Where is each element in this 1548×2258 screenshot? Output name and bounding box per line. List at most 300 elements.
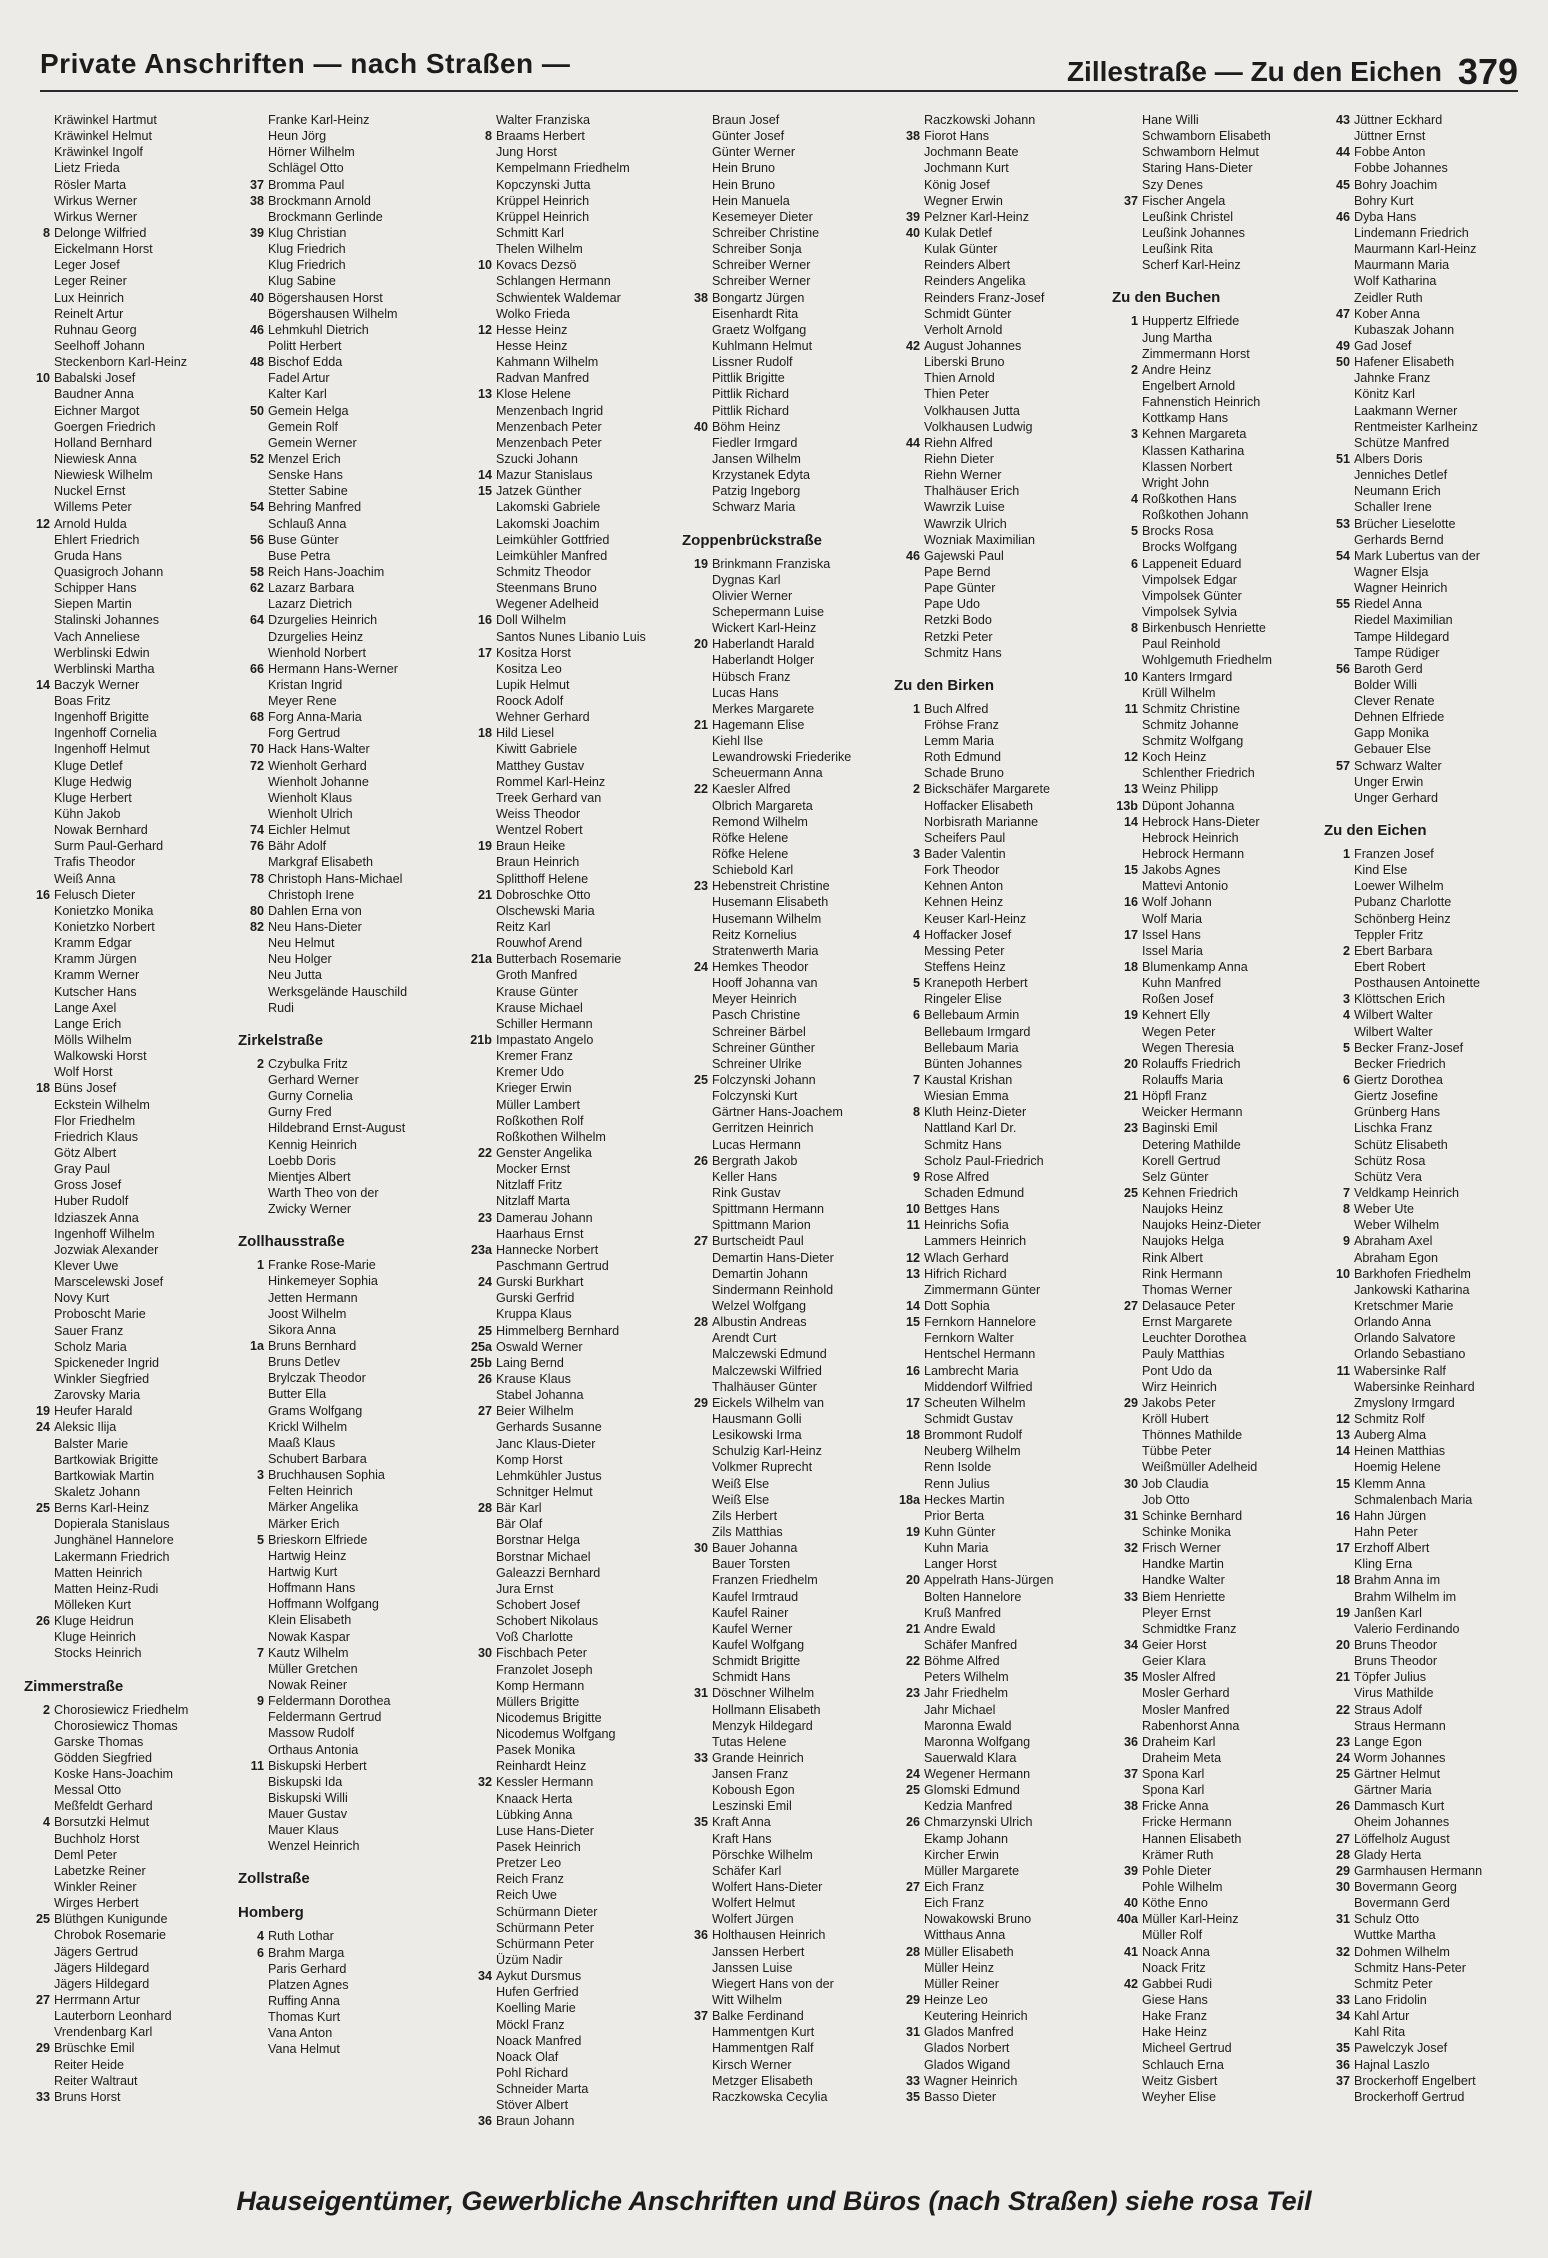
directory-entry — [24, 209, 234, 225]
house-number: 20 — [905, 1573, 920, 1588]
directory-entry — [1112, 1814, 1322, 1830]
directory-entry — [1324, 1443, 1534, 1459]
house-number: 2 — [912, 782, 920, 797]
directory-entry — [24, 2073, 234, 2089]
resident-name: Pawelczyk Josef — [1354, 2041, 1448, 2056]
resident-name: Wilbert Walter — [1354, 1008, 1433, 1023]
directory-entry — [682, 1201, 892, 1217]
directory-entry — [24, 1064, 234, 1080]
resident-name: Konietzko Norbert — [54, 920, 155, 935]
directory-entry — [1112, 669, 1322, 685]
directory-entry — [238, 273, 448, 289]
directory-entry — [682, 1669, 892, 1685]
directory-entry — [1324, 612, 1534, 628]
resident-name: Noack Fritz — [1142, 1960, 1206, 1975]
directory-entry — [466, 741, 676, 757]
resident-name: Lammers Heinrich — [924, 1234, 1027, 1249]
resident-name: Klose Helene — [496, 387, 571, 402]
resident-name: Steckenborn Karl-Heinz — [54, 355, 187, 370]
directory-entry — [24, 2040, 234, 2056]
house-number: 2 — [42, 1702, 50, 1717]
resident-name: Riehn Werner — [924, 468, 1002, 483]
resident-name: Albers Doris — [1354, 451, 1423, 466]
directory-entry — [894, 1895, 1104, 1911]
house-number: 1 — [256, 1258, 264, 1273]
directory-entry — [894, 1702, 1104, 1718]
resident-name: Biem Henriette — [1142, 1589, 1226, 1604]
directory-entry — [1112, 443, 1322, 459]
resident-name: Reiter Heide — [54, 2057, 124, 2072]
directory-entry — [682, 943, 892, 959]
resident-name: Roth Edmund — [924, 750, 1002, 765]
directory-entry — [1112, 1944, 1322, 1960]
directory-entry — [24, 1371, 234, 1387]
resident-name: Schwientek Waldemar — [496, 290, 621, 305]
directory-entry — [1324, 1718, 1534, 1734]
directory-entry — [24, 451, 234, 467]
directory-entry — [466, 1145, 676, 1161]
house-number: 15 — [905, 1315, 920, 1330]
directory-entry — [466, 1210, 676, 1226]
resident-name: Riedel Maximilian — [1354, 613, 1453, 628]
resident-name: Gärtner Hans-Joachem — [712, 1105, 843, 1120]
directory-entry — [682, 1847, 892, 1863]
resident-name: Wozniak Maximilian — [924, 532, 1036, 547]
resident-name: Chorosiewicz Friedhelm — [54, 1702, 189, 1717]
directory-entry — [894, 1314, 1104, 1330]
directory-columns — [24, 112, 1524, 2138]
directory-entry — [466, 1258, 676, 1274]
directory-entry — [466, 1823, 676, 1839]
resident-name: Töpfer Julius — [1354, 1670, 1427, 1685]
directory-entry — [682, 1088, 892, 1104]
directory-entry — [238, 854, 448, 870]
house-number: 5 — [912, 976, 920, 991]
directory-entry — [24, 1177, 234, 1193]
directory-entry — [466, 1339, 676, 1355]
resident-name: Wabersinke Ralf — [1354, 1363, 1446, 1378]
directory-entry — [682, 1492, 892, 1508]
resident-name: Fricke Anna — [1142, 1799, 1209, 1814]
house-number: 53 — [1335, 516, 1350, 531]
directory-entry — [1112, 313, 1322, 329]
resident-name: Zimmermann Horst — [1142, 346, 1250, 361]
house-number: 38 — [249, 193, 264, 208]
directory-entry — [1112, 1476, 1322, 1492]
house-number: 9 — [912, 1169, 920, 1184]
resident-name: Weber Wilhelm — [1354, 1218, 1440, 1233]
directory-entry — [466, 1710, 676, 1726]
resident-name: Lischka Franz — [1354, 1121, 1433, 1136]
resident-name: Hesse Heinz — [496, 322, 568, 337]
directory-entry — [894, 733, 1104, 749]
directory-entry — [1112, 1992, 1322, 2008]
resident-name: Kulak Günter — [924, 242, 998, 257]
directory-entry — [1324, 306, 1534, 322]
directory-entry — [1112, 346, 1322, 362]
resident-name: Fernkorn Hannelore — [924, 1315, 1037, 1330]
directory-entry — [24, 1581, 234, 1597]
directory-entry — [1112, 193, 1322, 209]
house-number: 27 — [477, 1404, 492, 1419]
house-number: 16 — [477, 613, 492, 628]
directory-entry — [1324, 1250, 1534, 1266]
directory-entry — [682, 2073, 892, 2089]
directory-entry — [1324, 483, 1534, 499]
resident-name: Hammentgen Kurt — [712, 2025, 815, 2040]
house-number: 48 — [249, 355, 264, 370]
directory-entry — [238, 209, 448, 225]
resident-name: Pasek Monika — [496, 1743, 576, 1758]
directory-entry — [466, 1048, 676, 1064]
resident-name: Stalinski Johannes — [54, 613, 160, 628]
directory-entry — [466, 1452, 676, 1468]
house-number: 26 — [35, 1614, 50, 1629]
directory-entry — [894, 273, 1104, 289]
resident-name: Kositza Horst — [496, 645, 571, 660]
directory-entry — [24, 1645, 234, 1661]
resident-name: Appelrath Hans-Jürgen — [924, 1573, 1054, 1588]
resident-name: Surm Paul-Gerhard — [54, 839, 164, 854]
directory-entry — [894, 878, 1104, 894]
resident-name: Brocks Wolfgang — [1142, 540, 1237, 555]
directory-entry — [466, 306, 676, 322]
resident-name: Barkhofen Friedhelm — [1354, 1266, 1471, 1281]
directory-entry — [466, 806, 676, 822]
resident-name: Kempelmann Friedhelm — [496, 161, 630, 176]
resident-name: Babalski Josef — [54, 371, 136, 386]
resident-name: Spona Karl — [1142, 1783, 1205, 1798]
resident-name: Orthaus Antonia — [268, 1742, 359, 1757]
resident-name: Grams Wolfgang — [268, 1403, 363, 1418]
directory-entry — [466, 1871, 676, 1887]
resident-name: Könitz Karl — [1354, 387, 1415, 402]
directory-entry — [1324, 1104, 1534, 1120]
resident-name: Voß Charlotte — [496, 1630, 574, 1645]
resident-name: Gemein Werner — [268, 435, 357, 450]
directory-entry — [24, 1702, 234, 1718]
directory-entry — [238, 306, 448, 322]
directory-entry — [1112, 1395, 1322, 1411]
street-range-label: Zillestraße — Zu den Eichen — [1066, 56, 1442, 87]
resident-name: Maronna Wolfgang — [924, 1734, 1031, 1749]
house-number: 14 — [1123, 814, 1138, 829]
resident-name: Götz Albert — [54, 1146, 117, 1160]
resident-name: Orlando Anna — [1354, 1315, 1432, 1330]
directory-entry — [1112, 225, 1322, 241]
resident-name: Thomas Kurt — [268, 2010, 341, 2025]
resident-name: Prior Berta — [924, 1508, 985, 1523]
resident-name: Haberlandt Harald — [712, 637, 815, 652]
house-number: 4 — [1130, 491, 1138, 506]
street-heading: Zoppenbrückstraße — [682, 531, 823, 549]
directory-entry — [894, 798, 1104, 814]
resident-name: Jochmann Kurt — [924, 161, 1009, 176]
resident-name: Scheifers Paul — [924, 830, 1006, 845]
resident-name: Nicodemus Wolfgang — [496, 1727, 616, 1742]
resident-name: Reich Uwe — [496, 1888, 557, 1903]
directory-entry — [1324, 991, 1534, 1007]
resident-name: Wolko Frieda — [496, 306, 570, 321]
resident-name: Genster Angelika — [496, 1146, 592, 1160]
resident-name: Kremer Udo — [496, 1065, 564, 1080]
section-title: Private Anschriften — nach Straßen — — [40, 48, 571, 79]
resident-name: Mauer Gustav — [268, 1807, 348, 1822]
resident-name: Fiedler Irmgard — [712, 435, 798, 450]
directory-entry — [466, 1952, 676, 1968]
directory-entry — [682, 1007, 892, 1023]
resident-name: Kluge Herbert — [54, 790, 132, 805]
directory-entry — [466, 322, 676, 338]
directory-entry — [466, 144, 676, 160]
resident-name: Rouwhof Arend — [496, 936, 583, 951]
resident-name: Wienholt Johanne — [268, 774, 369, 789]
directory-entry — [894, 1976, 1104, 1992]
resident-name: Detering Mathilde — [1142, 1137, 1241, 1152]
resident-name: Müller Gretchen — [268, 1661, 358, 1676]
resident-name: Selz Günter — [1142, 1169, 1209, 1184]
directory-entry — [466, 1742, 676, 1758]
resident-name: Geier Klara — [1142, 1654, 1206, 1669]
directory-entry — [1112, 1217, 1322, 1233]
directory-entry — [238, 1483, 448, 1499]
resident-name: Spittmann Marion — [712, 1218, 811, 1233]
resident-name: Meyer Rene — [268, 694, 337, 709]
directory-entry — [238, 1516, 448, 1532]
directory-entry — [466, 596, 676, 612]
resident-name: Noack Olaf — [496, 2049, 559, 2064]
resident-name: Löffelholz August — [1354, 1831, 1450, 1846]
resident-name: Reinders Angelika — [924, 274, 1026, 289]
resident-name: Lange Axel — [54, 1000, 117, 1015]
resident-name: Hild Liesel — [496, 726, 555, 741]
resident-name: Gray Paul — [54, 1162, 110, 1177]
resident-name: Naujoks Heinz — [1142, 1202, 1224, 1217]
resident-name: Schobert Nikolaus — [496, 1614, 599, 1629]
directory-entry — [894, 1718, 1104, 1734]
directory-entry — [894, 1911, 1104, 1927]
directory-entry — [24, 112, 234, 128]
house-number: 10 — [477, 258, 492, 273]
directory-entry — [1112, 1443, 1322, 1459]
resident-name: Friedrich Klaus — [54, 1129, 138, 1144]
resident-name: Wirz Heinrich — [1142, 1379, 1217, 1394]
house-number: 28 — [905, 1944, 920, 1959]
resident-name: Ingenhoff Helmut — [54, 742, 150, 757]
directory-entry — [894, 814, 1104, 830]
directory-entry — [682, 1056, 892, 1072]
resident-name: Vana Helmut — [268, 2042, 340, 2057]
directory-entry — [682, 2008, 892, 2024]
resident-name: Brücher Lieselotte — [1354, 516, 1456, 531]
directory-entry — [894, 1637, 1104, 1653]
directory-entry — [894, 2057, 1104, 2073]
house-number: 16 — [35, 887, 50, 902]
directory-entry — [1324, 467, 1534, 483]
resident-name: Steenmans Bruno — [496, 581, 597, 596]
resident-name: Kuhlmann Helmut — [712, 338, 813, 353]
column-7 — [1324, 112, 1534, 2105]
resident-name: Draheim Meta — [1142, 1750, 1222, 1765]
house-number: 16 — [1335, 1508, 1350, 1523]
resident-name: Gebauer Else — [1354, 742, 1432, 757]
directory-entry — [1324, 1024, 1534, 1040]
resident-name: Wirkus Werner — [54, 193, 138, 208]
resident-name: Nowakowski Bruno — [924, 1912, 1032, 1927]
directory-entry — [1324, 1556, 1534, 1572]
house-number: 38 — [905, 129, 920, 144]
resident-name: Krickl Wilhelm — [268, 1419, 348, 1434]
directory-entry — [1324, 1750, 1534, 1766]
directory-entry — [24, 1129, 234, 1145]
directory-entry — [24, 1161, 234, 1177]
resident-name: Gemein Helga — [268, 403, 349, 418]
resident-name: Delonge Wilfried — [54, 225, 147, 240]
resident-name: Kircher Erwin — [924, 1847, 999, 1862]
directory-entry — [238, 1185, 448, 1201]
resident-name: Bauer Johanna — [712, 1541, 798, 1556]
resident-name: Wohlgemuth Friedhelm — [1142, 653, 1272, 668]
resident-name: Leszinski Emil — [712, 1799, 792, 1814]
house-number: 12 — [905, 1250, 920, 1265]
resident-name: Arendt Curt — [712, 1331, 777, 1346]
directory-entry — [1112, 685, 1322, 701]
directory-entry — [466, 1565, 676, 1581]
resident-name: Lazarz Barbara — [268, 581, 355, 596]
directory-entry — [24, 612, 234, 628]
resident-name: Buchholz Horst — [54, 1831, 140, 1846]
directory-entry — [894, 435, 1104, 451]
resident-name: Eich Franz — [924, 1880, 985, 1895]
house-number: 44 — [905, 435, 920, 450]
directory-entry — [1324, 661, 1534, 677]
street-heading: Zu den Buchen — [1112, 289, 1221, 307]
directory-entry — [1112, 362, 1322, 378]
directory-entry — [682, 1476, 892, 1492]
resident-name: Forg Anna-Maria — [268, 710, 362, 725]
directory-entry — [1112, 459, 1322, 475]
resident-name: Verholt Arnold — [924, 322, 1003, 337]
resident-name: Reinhardt Heinz — [496, 1759, 587, 1774]
directory-entry — [466, 1032, 676, 1048]
resident-name: Schmitz Wolfgang — [1142, 734, 1244, 749]
resident-name: Holthausen Heinrich — [712, 1928, 826, 1943]
directory-entry — [682, 830, 892, 846]
resident-name: Noack Anna — [1142, 1944, 1210, 1959]
resident-name: Kottkamp Hans — [1142, 411, 1229, 426]
resident-name: Brockerhoff Gertrud — [1354, 2089, 1465, 2104]
resident-name: Zils Herbert — [712, 1508, 778, 1523]
resident-name: Blüthgen Kunigunde — [54, 1912, 168, 1927]
resident-name: Ebert Barbara — [1354, 943, 1433, 958]
resident-name: Chmarzynski Ulrich — [924, 1815, 1033, 1830]
directory-entry — [24, 1145, 234, 1161]
directory-entry — [238, 612, 448, 628]
directory-entry — [466, 2017, 676, 2033]
resident-name: Müllers Brigitte — [496, 1694, 580, 1709]
resident-name: Demartin Hans-Dieter — [712, 1250, 834, 1265]
resident-name: Siepen Martin — [54, 597, 132, 612]
directory-entry — [24, 435, 234, 451]
street-heading: Zu den Eichen — [1324, 822, 1427, 840]
directory-entry — [894, 1992, 1104, 2008]
directory-entry — [24, 1927, 234, 1943]
resident-name: Hufen Gerfried — [496, 1985, 579, 2000]
resident-name: Demartin Johann — [712, 1266, 808, 1281]
resident-name: Brylczak Theodor — [268, 1371, 366, 1386]
resident-name: Hein Bruno — [712, 161, 776, 176]
resident-name: Impastato Angelo — [496, 1033, 594, 1048]
directory-entry — [894, 419, 1104, 435]
resident-name: Klever Uwe — [54, 1258, 119, 1273]
resident-name: Messing Peter — [924, 943, 1005, 958]
resident-name: Mosler Gerhard — [1142, 1686, 1230, 1701]
resident-name: Junghänel Hannelore — [54, 1533, 174, 1548]
resident-name: Rose Alfred — [924, 1169, 990, 1184]
directory-entry — [894, 386, 1104, 402]
resident-name: Schütz Elisabeth — [1354, 1137, 1448, 1152]
resident-name: Kanters Irmgard — [1142, 669, 1233, 684]
house-number: 19 — [35, 1404, 50, 1419]
directory-entry — [1112, 2073, 1322, 2089]
directory-entry — [238, 919, 448, 935]
directory-entry — [1112, 1508, 1322, 1524]
resident-name: Aykut Dursmus — [496, 1969, 582, 1984]
house-number: 13b — [1116, 798, 1138, 813]
resident-name: Hafener Elisabeth — [1354, 355, 1455, 370]
resident-name: Schiebold Karl — [712, 863, 794, 878]
directory-entry — [894, 612, 1104, 628]
directory-entry — [894, 1556, 1104, 1572]
house-number: 4 — [1342, 1008, 1350, 1023]
directory-entry — [1324, 1927, 1534, 1943]
house-number: 51 — [1335, 451, 1350, 466]
resident-name: Schepermann Luise — [712, 604, 825, 619]
directory-entry — [24, 306, 234, 322]
directory-entry — [24, 370, 234, 386]
resident-name: Langer Horst — [924, 1557, 997, 1572]
directory-entry — [682, 435, 892, 451]
directory-entry — [238, 160, 448, 176]
directory-entry — [1112, 588, 1322, 604]
resident-name: Micheel Gertrud — [1142, 2041, 1232, 2056]
directory-entry — [238, 1322, 448, 1338]
directory-entry — [1112, 975, 1322, 991]
house-number: 12 — [1335, 1411, 1350, 1426]
directory-entry — [466, 774, 676, 790]
directory-entry — [1112, 1798, 1322, 1814]
resident-name: Reitz Karl — [496, 920, 551, 935]
resident-name: Scheuermann Anna — [712, 766, 823, 781]
house-number: 20 — [1123, 1056, 1138, 1071]
directory-entry — [466, 967, 676, 983]
resident-name: Unger Erwin — [1354, 774, 1424, 789]
resident-name: Becker Friedrich — [1354, 1056, 1446, 1071]
resident-name: Dopierala Stanislaus — [54, 1517, 170, 1532]
directory-entry — [238, 725, 448, 741]
directory-entry — [682, 1734, 892, 1750]
resident-name: Wegener Hermann — [924, 1767, 1031, 1782]
directory-entry — [1324, 1653, 1534, 1669]
house-number: 21 — [1335, 1670, 1350, 1685]
resident-name: Deml Peter — [54, 1847, 117, 1862]
directory-entry — [466, 645, 676, 661]
directory-entry — [894, 160, 1104, 176]
directory-entry — [466, 1097, 676, 1113]
directory-entry — [24, 677, 234, 693]
resident-name: Gajewski Paul — [924, 548, 1004, 563]
resident-name: Reiter Waltraut — [54, 2073, 138, 2088]
